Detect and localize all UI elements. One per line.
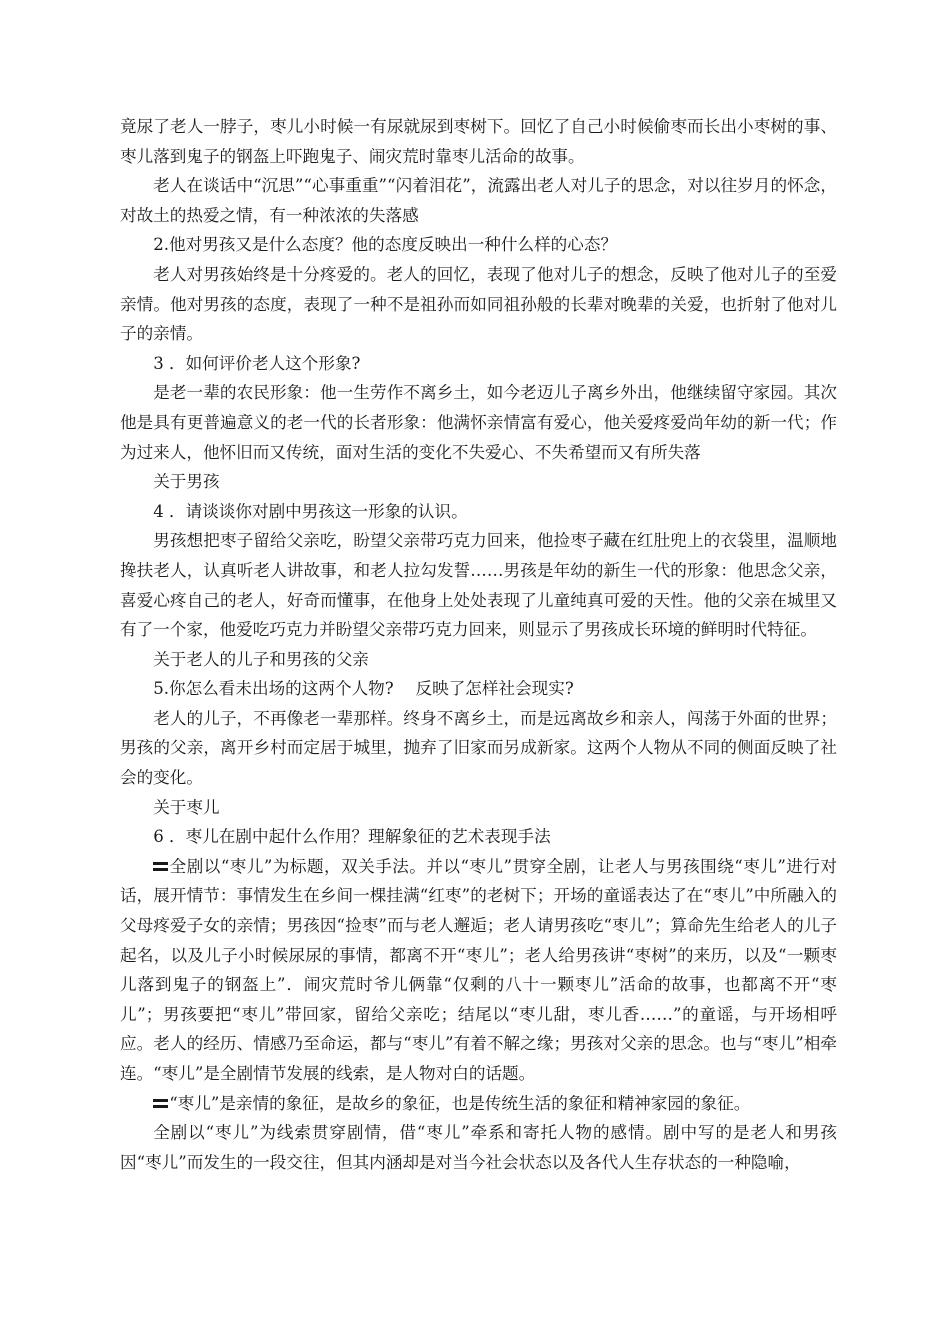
paragraph-2: 老人在谈话中“沉思”“心事重重”“闪着泪花”，流露出老人对儿子的思念，对以往岁月的怀念，对故土的热爱之情，有一种浓浓的失落感	[120, 176, 837, 225]
section-heading-boy: 关于男孩	[153, 472, 220, 492]
paragraph-17: 全剧以“枣儿”为线索贯穿剧情，借“枣儿”牵系和寄托人物的感情。剧中写的是老人和男孩因“枣儿”而发生的一段交往，但其内涵却是对当今社会状态以及各代人生存状态的一种隐喻，	[120, 1123, 837, 1172]
question-6: 6 ．枣儿在剧中起什么作用？理解象征的艺术表现手法	[153, 827, 551, 847]
question-5: 5.你怎么看未出场的这两个人物? 反映了怎样社会现实?	[153, 679, 574, 699]
paragraph-16	[120, 1089, 837, 1119]
section-heading-zaoer: 关于枣儿	[153, 797, 220, 817]
question-4: 4 ．请谈谈你对剧中男孩这一形象的认识。	[153, 501, 468, 521]
section-heading-son-father: 关于老人的儿子和男孩的父亲	[153, 649, 369, 669]
paragraph-16-text: “枣儿”是亲情的象征，是故乡的象征，也是传统生活的象征和精神家园的象征。	[169, 1093, 751, 1113]
question-3: 3 ．如何评价老人这个形象?	[153, 353, 361, 373]
question-2: 2.他对男孩又是什么态度？他的态度反映出一种什么样的心态？	[153, 235, 618, 255]
paragraph-9: 男孩想把枣子留给父亲吃，盼望父亲带巧克力回来，他捡枣子藏在红肚兜上的衣袋里，温顺地搀扶老人，认真听老人讲故事，和老人拉勾发誓……男孩是年幼的新生一代的形象：他思念父亲，喜爱心疼自己的老人，好奇而懂事，在他身上处处表现了儿童纯真可爱的天性。他的父亲在城里又有了一个家，他爱吃巧克力并盼望父亲带巧克力回来，则显示了男孩成长环境的鲜明时代特征。	[120, 531, 837, 640]
double-bar-icon	[153, 861, 168, 873]
paragraph-6: 是老一辈的农民形象：他一生劳作不离乡土，如今老迈儿子离乡外出，他继续留守家园。其次他是具有更普遍意义的老一代的长者形象：他满怀亲情富有爱心，他关爱疼爱尚年幼的新一代；作为过来人，他怀旧而又传统，面对生活的变化不失爱心、不失希望而又有所失落	[120, 383, 837, 462]
paragraph-4: 老人对男孩始终是十分疼爱的。老人的回忆，表现了他对儿子的想念，反映了他对儿子的至爱亲情。他对男孩的态度，表现了一种不是祖孙而如同祖孙般的长辈对晚辈的关爱，也折射了他对儿子的亲情。	[120, 264, 837, 344]
paragraph-12: 老人的儿子，不再像老一辈那样。终身不离乡土，而是远离故乡和亲人，闯荡于外面的世界；男孩的父亲，离开乡村而定居于城里，抛弃了旧家而另成新家。这两个人物从不同的侧面反映了社会的变化。	[120, 708, 837, 788]
paragraph-1: 竟尿了老人一脖子，枣儿小时候一有尿就尿到枣树下。回忆了自己小时候偷枣而长出小枣树的事、枣儿落到鬼子的钢盔上吓跑鬼子、闹灾荒时靠枣儿活命的故事。	[120, 117, 837, 166]
document-page	[120, 112, 837, 1177]
paragraph-15-text: 全剧以“枣儿”为标题，双关手法。并以“枣儿”贯穿全剧，让老人与男孩围绕“枣儿”进行对话，展开情节：事情发生在乡间一棵挂满“红枣”的老树下；开场的童谣表达了在“枣儿”中所融入的父母疼爱子女的亲情；男孩因“捡枣”而与老人邂逅；老人请男孩吃“枣儿”；算命先生给老人的儿子起名，以及儿子小时候尿尿的事情，都离不开“枣儿”；老人给男孩讲“枣树”的来历，以及“一颗枣儿落到鬼子的钢盔上”．闹灾荒时爷儿俩靠“仅剩的八十一颗枣儿”活命的故事，也都离不开“枣儿”；男孩要把“枣儿”带回家，留给父亲吃；结尾以“枣儿甜，枣儿香……”的童谣，与开场相呼应。老人的经历、情感乃至命运，都与“枣儿”有着不解之缘；男孩对父亲的思念。也与“枣儿”相牵连。“枣儿”是全剧情节发展的线索，是人物对白的话题。	[120, 856, 837, 1083]
double-bar-icon	[153, 1098, 168, 1110]
paragraph-15	[120, 852, 837, 1089]
